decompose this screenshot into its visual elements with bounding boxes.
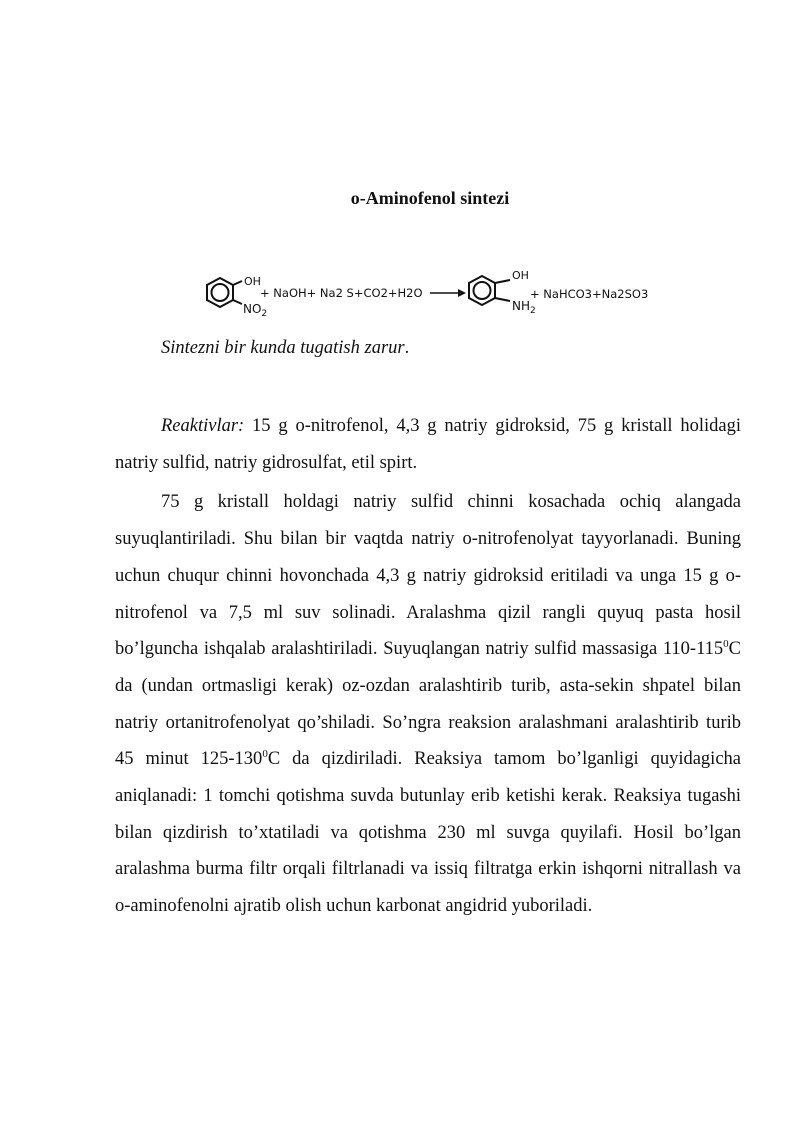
reagents-list: 15 g o-nitrofenol, 4,3 g natriy gidroksid, 75 g kristall holidagi natriy sulfid, natriy gidrosulfat, etil spirt.: [115, 416, 741, 473]
product-oh-label: OH: [512, 269, 529, 282]
degree-mark: 0: [262, 748, 268, 761]
product-nh2-label: $NH_2$: [512, 299, 536, 316]
reactant-oh-label: OH: [244, 275, 261, 288]
synthesis-note: Sintezni bir kunda tugatish zarur.: [161, 338, 410, 358]
reactant-no2-label: $NO_2$: [243, 302, 268, 319]
reaction-arrow: [430, 289, 466, 297]
product-benzene-ring: [469, 276, 510, 305]
reaction-scheme: [200, 264, 650, 320]
reagents-label: Reaktivlar:: [161, 416, 245, 436]
reaction-byproducts: + NaHCO3+Na2SO3: [530, 287, 649, 301]
reagents-paragraph: [115, 408, 741, 481]
body-text: [115, 408, 741, 925]
page-title: o-Aminofenol sintezi: [350, 188, 510, 208]
reaction-reagents: + NaOH+ Na2 S+CO2+H2O: [260, 286, 423, 300]
degree-mark: 0: [723, 638, 729, 651]
procedure-paragraph: 75 g kristall holdagi natriy sulfid chinni kosachada ochiq alangada suyuqlantiriladi. Shu bilan bir vaqtda natriy o-nitrofenolyat tayyorlanadi. Buning uchun chuqur chinni hovonchada 4,3 g natriy gidroksid eritiladi va unga 15 g o-nitrofenol va 7,5 ml suv solinadi. Aralashma qizil rangli quyuq pasta hosil bo’lguncha ishqalab aralashtiriladi. Suyuqlangan natriy sulfid massasiga $110-115^0C$ da (undan ortmasligi kerak) oz-ozdan aralashtirib turib, asta-sekin shpatel bilan natriy ortanitrofenolyat qo’shiladi. So’ngra reaksion aralashmani aralashtirib turib 45 minut $125-130^0C$ da qizdiriladi. Reaksiya tamom bo’lganligi quyidagicha aniqlanadi: 1 tomchi qotishma suvda butunlay erib ketishi kerak. Reaksiya tugashi bilan qizdirish to’xtatiladi va qotishma 230 ml suvga quyilafi. Hosil bo’lgan aralashma burma filtr orqali filtrlanadi va issiq filtratga erkin ishqorni nitrallash va o-aminofenolni ajratib olish uchun karbonat angidrid yuboriladi.: [115, 492, 741, 917]
reactant-benzene-ring: [207, 278, 242, 307]
